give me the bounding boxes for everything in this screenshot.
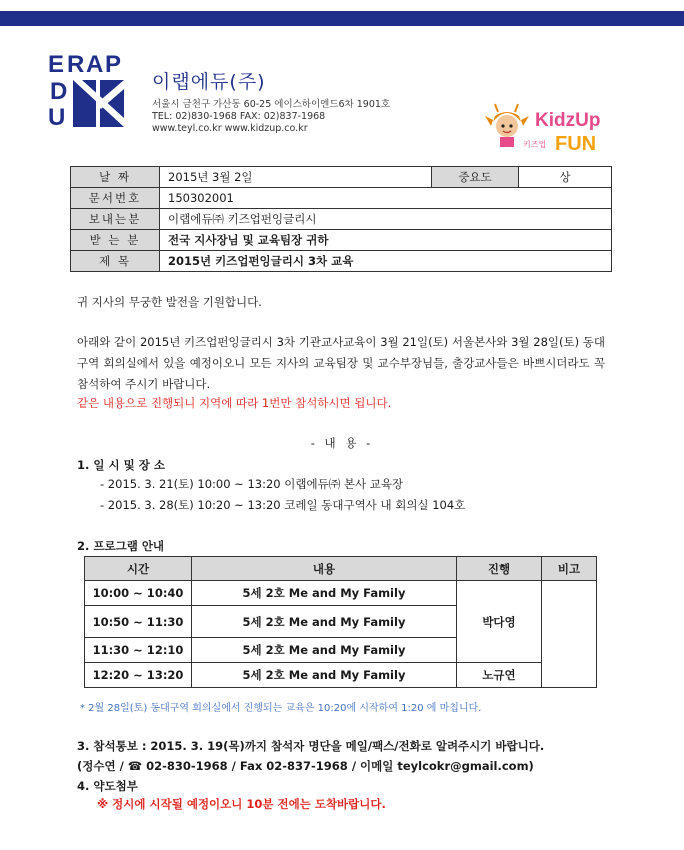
svg-text:키즈업: 키즈업 <box>523 140 547 149</box>
time-cell: 11:30 ~ 12:10 <box>85 638 192 663</box>
section-3-contact: (정수연 / ☎ 02-830-1968 / Fax 02-837-1968 / 이메일 teylcokr@gmail.com) <box>77 759 534 773</box>
program-table <box>84 556 597 688</box>
sender-value: 이랩에듀㈜ 키즈업펀잉글리시 <box>160 209 612 230</box>
svg-text:U: U <box>48 104 66 128</box>
content-title: - 내 용 - <box>310 436 374 450</box>
red-notice: 같은 내용으로 진행되니 지역에 따라 1번만 참석하시면 됩니다. <box>77 396 392 410</box>
time-cell: 10:00 ~ 10:40 <box>85 581 192 606</box>
col-header-time: 시간 <box>85 557 192 581</box>
svg-text:E: E <box>48 52 65 78</box>
main-paragraph: 아래와 같이 2015년 키즈업펀잉글리시 3차 기관교사교육이 3월 21일(토) 서울본사와 3월 28일(토) 동대구역 회의실에서 있을 예정이오니 모든 지사의 교육팀장 및 교수부장님들, 출강교사들은 바쁘시더라도 꼭 참석하여 주시기 바랍니다. <box>77 335 605 391</box>
tel-fax: TEL: 02)830-1968 FAX: 02)837-1968 <box>152 111 326 122</box>
section-1-title: 1. 일 시 및 장 소 <box>77 458 165 472</box>
section-4-title: 4. 약도첨부 <box>77 779 138 793</box>
importance-label: 중요도 <box>432 167 519 188</box>
svg-text:P: P <box>105 52 122 78</box>
svg-text:FUN: FUN <box>555 133 597 154</box>
content-cell: 5세 2호 Me and My Family <box>192 638 457 663</box>
svg-text:D: D <box>50 78 68 105</box>
section-3-line-1: 3. 참석통보 : 2015. 3. 19(목)까지 참석자 명단을 메일/팩스/전화로 알려주시기 바랍니다. <box>77 739 545 753</box>
top-banner-bar <box>0 11 684 26</box>
time-cell: 10:50 ~ 11:30 <box>85 606 192 638</box>
docno-label: 문서번호 <box>71 188 160 209</box>
docno-value: 150302001 <box>160 188 612 209</box>
recipient-label: 받 는 분 <box>71 230 160 251</box>
content-cell: 5세 2호 Me and My Family <box>192 581 457 606</box>
greeting: 귀 지사의 무궁한 발전을 기원합니다. <box>77 295 262 309</box>
instructor-cell: 박다영 <box>457 581 542 663</box>
importance-value: 상 <box>519 167 612 188</box>
date-value: 2015년 3월 2일 <box>160 167 432 188</box>
time-cell: 12:20 ~ 13:20 <box>85 663 192 688</box>
date-label: 날 짜 <box>71 167 160 188</box>
remarks-cell <box>542 581 597 688</box>
svg-text:A: A <box>86 52 104 78</box>
table-row <box>85 581 597 606</box>
svg-text:R: R <box>67 52 85 78</box>
col-header-remarks: 비고 <box>542 557 597 581</box>
col-header-instructor: 진행 <box>457 557 542 581</box>
subject-value: 2015년 키즈업펀잉글리시 3차 교육 <box>160 251 612 272</box>
erapdu-logo <box>48 52 126 128</box>
sender-label: 보내는분 <box>71 209 160 230</box>
subject-label: 제 목 <box>71 251 160 272</box>
schedule-item-1: - 2015. 3. 21(토) 10:00 ~ 13:20 이랩에듀㈜ 본사 교육장 <box>100 477 404 491</box>
col-header-content: 내용 <box>192 557 457 581</box>
content-cell: 5세 2호 Me and My Family <box>192 663 457 688</box>
content-cell: 5세 2호 Me and My Family <box>192 606 457 638</box>
kidzup-logo <box>485 102 615 154</box>
table-row <box>85 663 597 688</box>
section-2-title: 2. 프로그램 안내 <box>77 539 165 553</box>
website: www.teyl.co.kr www.kidzup.co.kr <box>152 123 308 134</box>
schedule-item-2: - 2015. 3. 28(토) 10:20 ~ 13:20 코레일 동대구역사 내 회의실 104호 <box>100 498 466 512</box>
document-info-table <box>70 166 612 272</box>
arrival-notice: ※ 정시에 시작될 예정이오니 10분 전에는 도착바랍니다. <box>97 797 386 811</box>
schedule-note: * 2월 28일(토) 동대구역 회의실에서 진행되는 교육은 10:20에 시작하여 1:20 에 마칩니다. <box>80 703 482 714</box>
organization-name: 이랩에듀(주) <box>152 71 266 93</box>
recipient-value: 전국 지사장님 및 교육팀장 귀하 <box>160 230 612 251</box>
address: 서울시 금천구 가산동 60-25 에이스하이엔드6차 1901호 <box>152 99 391 110</box>
contact-block <box>152 99 390 135</box>
svg-text:KidzUp: KidzUp <box>535 110 601 131</box>
instructor-cell: 노규연 <box>457 663 542 688</box>
